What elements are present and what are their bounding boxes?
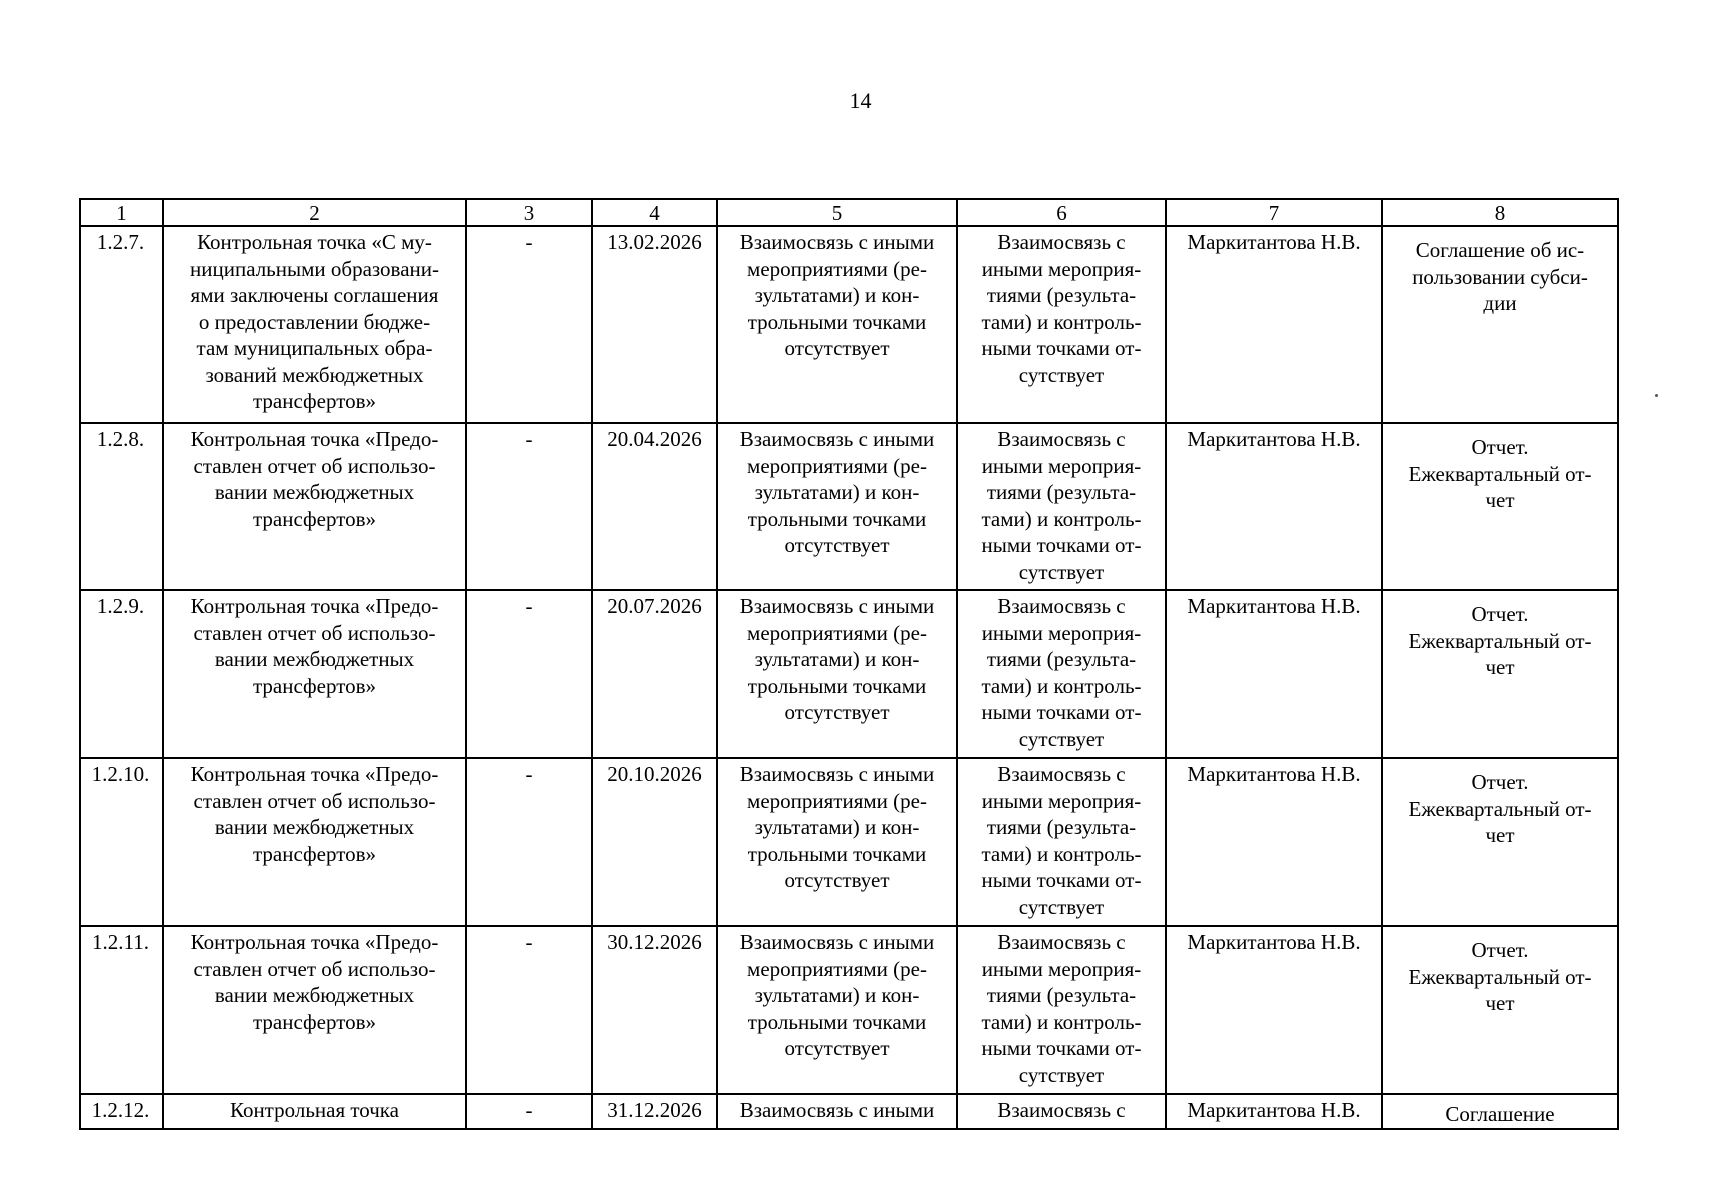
table-row	[80, 423, 1618, 590]
relation-note-2: Взаимосвязь с иными мероприя- тиями (результа- тами) и контроль- ными точками от- сутствует	[957, 758, 1166, 926]
item-number: 1.2.11.	[80, 926, 163, 1094]
column-3-value: -	[466, 590, 592, 758]
document-type: Отчет. Ежеквартальный от- чет	[1382, 926, 1618, 1094]
column-3-value: -	[466, 758, 592, 926]
document-type: Соглашение	[1382, 1094, 1618, 1129]
table-row	[80, 758, 1618, 926]
due-date: 20.07.2026	[592, 590, 717, 758]
column-number-cell: 2	[163, 199, 466, 226]
item-number: 1.2.9.	[80, 590, 163, 758]
column-number-cell: 3	[466, 199, 592, 226]
document-type: Отчет. Ежеквартальный от- чет	[1382, 590, 1618, 758]
item-number: 1.2.8.	[80, 423, 163, 590]
column-number-cell: 5	[717, 199, 957, 226]
due-date: 20.10.2026	[592, 758, 717, 926]
column-number-row	[80, 199, 1618, 226]
due-date: 30.12.2026	[592, 926, 717, 1094]
column-number-cell: 1	[80, 199, 163, 226]
page-number: 14	[849, 88, 872, 113]
control-point-name: Контрольная точка «С му- ниципальными образовани- ями заключены соглашения о предоставлении бюдже- там муниципальных обра- зований межбюджетных трансфертов»	[163, 226, 466, 423]
due-date: 20.04.2026	[592, 423, 717, 590]
column-number-cell: 4	[592, 199, 717, 226]
column-number-cell: 7	[1166, 199, 1382, 226]
column-3-value: -	[466, 423, 592, 590]
column-3-value: -	[466, 1094, 592, 1129]
scan-speck	[1655, 394, 1658, 397]
item-number: 1.2.12.	[80, 1094, 163, 1129]
relation-note: Взаимосвязь с иными мероприятиями (ре- зультатами) и кон- трольными точками отсутствует	[717, 926, 957, 1094]
document-type: Отчет. Ежеквартальный от- чет	[1382, 758, 1618, 926]
column-number-cell: 8	[1382, 199, 1618, 226]
responsible-person: Маркитантова Н.В.	[1166, 590, 1382, 758]
control-point-name: Контрольная точка «Предо- ставлен отчет об использо- вании межбюджетных трансфертов»	[163, 926, 466, 1094]
document-type: Соглашение об ис- пользовании субси- дии	[1382, 226, 1618, 423]
column-3-value: -	[466, 926, 592, 1094]
table-row	[80, 1094, 1618, 1129]
relation-note: Взаимосвязь с иными мероприятиями (ре- зультатами) и кон- трольными точками отсутствует	[717, 423, 957, 590]
table-row	[80, 926, 1618, 1094]
responsible-person: Маркитантова Н.В.	[1166, 758, 1382, 926]
control-point-name: Контрольная точка «Предо- ставлен отчет об использо- вании межбюджетных трансфертов»	[163, 758, 466, 926]
relation-note-2: Взаимосвязь с	[957, 1094, 1166, 1129]
responsible-person: Маркитантова Н.В.	[1166, 926, 1382, 1094]
table-row	[80, 226, 1618, 423]
column-number-cell: 6	[957, 199, 1166, 226]
relation-note: Взаимосвязь с иными мероприятиями (ре- зультатами) и кон- трольными точками отсутствует	[717, 226, 957, 423]
column-3-value: -	[466, 226, 592, 423]
document-type: Отчет. Ежеквартальный от- чет	[1382, 423, 1618, 590]
table-row	[80, 590, 1618, 758]
responsible-person: Маркитантова Н.В.	[1166, 1094, 1382, 1129]
item-number: 1.2.7.	[80, 226, 163, 423]
due-date: 13.02.2026	[592, 226, 717, 423]
relation-note-2: Взаимосвязь с иными мероприя- тиями (результа- тами) и контроль- ными точками от- сутствует	[957, 926, 1166, 1094]
responsible-person: Маркитантова Н.В.	[1166, 423, 1382, 590]
relation-note: Взаимосвязь с иными	[717, 1094, 957, 1129]
relation-note: Взаимосвязь с иными мероприятиями (ре- зультатами) и кон- трольными точками отсутствует	[717, 758, 957, 926]
responsible-person: Маркитантова Н.В.	[1166, 226, 1382, 423]
control-point-name: Контрольная точка «Предо- ставлен отчет об использо- вании межбюджетных трансфертов»	[163, 590, 466, 758]
relation-note-2: Взаимосвязь с иными мероприя- тиями (результа- тами) и контроль- ными точками от- сутствует	[957, 226, 1166, 423]
relation-note: Взаимосвязь с иными мероприятиями (ре- зультатами) и кон- трольными точками отсутствует	[717, 590, 957, 758]
control-point-name: Контрольная точка «Предо- ставлен отчет об использо- вании межбюджетных трансфертов»	[163, 423, 466, 590]
relation-note-2: Взаимосвязь с иными мероприя- тиями (результа- тами) и контроль- ными точками от- сутствует	[957, 590, 1166, 758]
relation-note-2: Взаимосвязь с иными мероприя- тиями (результа- тами) и контроль- ными точками от- сутствует	[957, 423, 1166, 590]
control-points-table	[79, 198, 1619, 1130]
item-number: 1.2.10.	[80, 758, 163, 926]
control-point-name: Контрольная точка	[163, 1094, 466, 1129]
due-date: 31.12.2026	[592, 1094, 717, 1129]
